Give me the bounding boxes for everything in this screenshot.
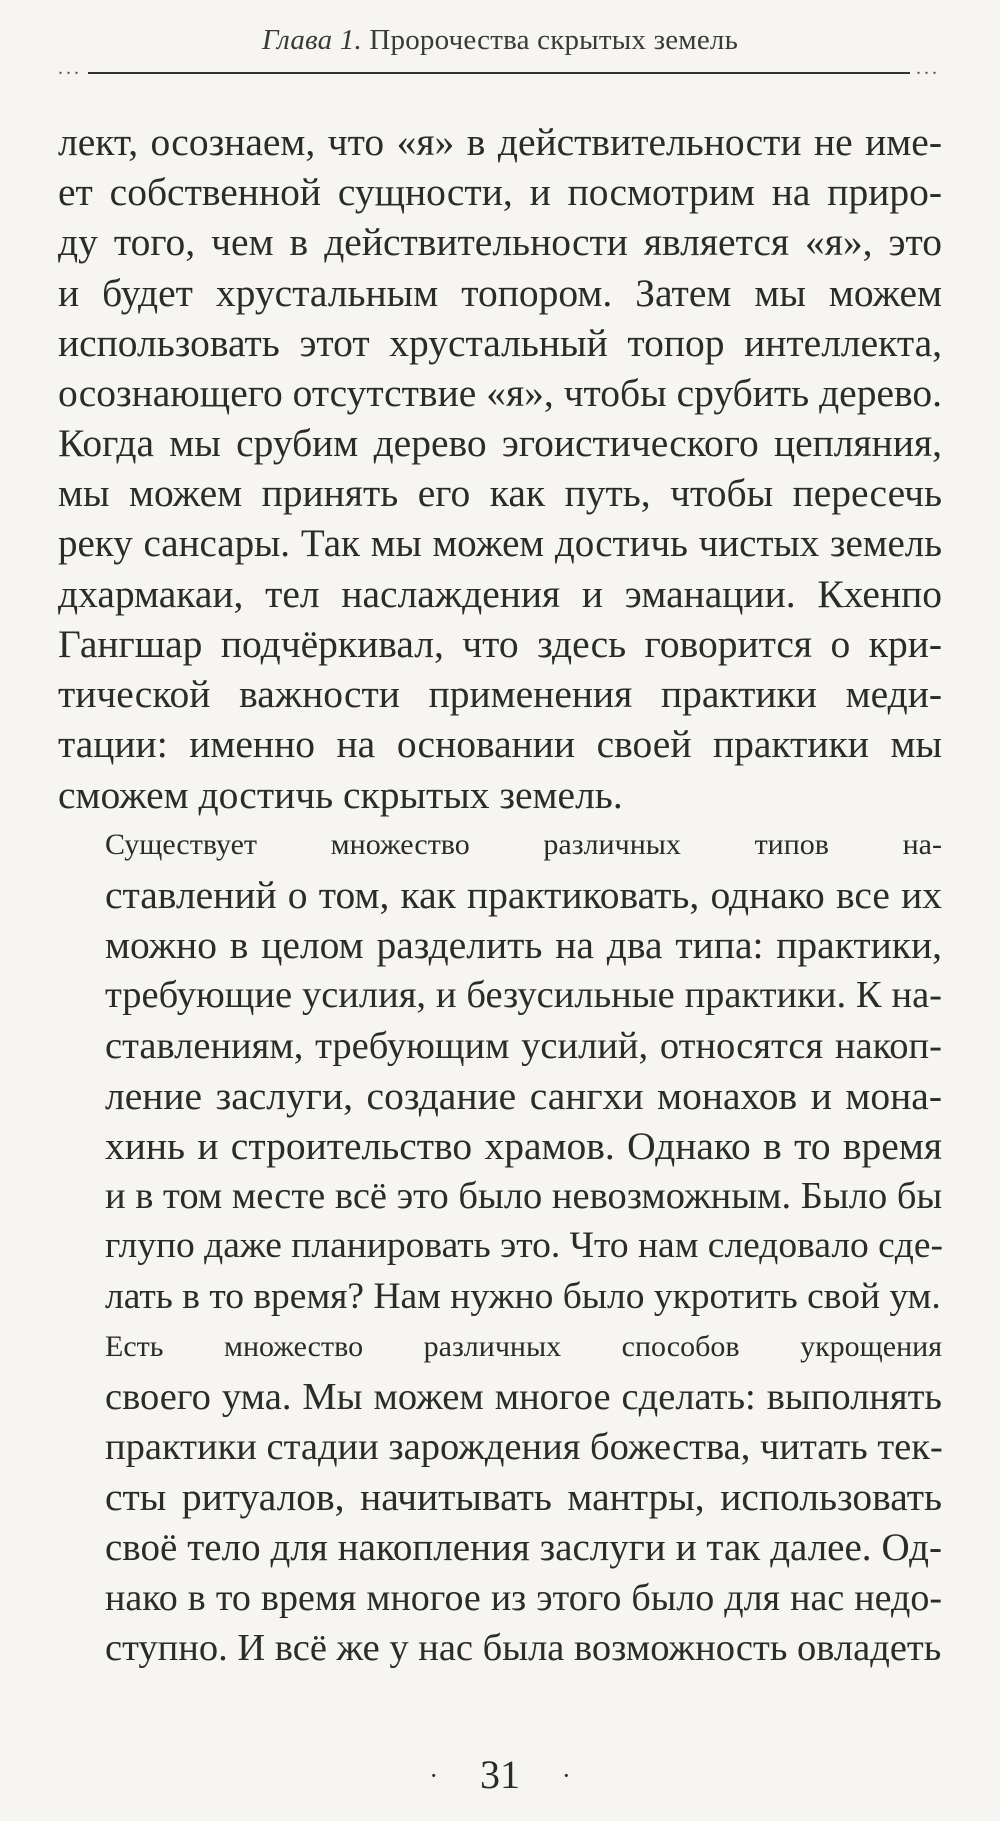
text-line: лать в то время? Нам нужно было укротить свой ум.: [105, 1275, 941, 1317]
text-line: мы можем принять его как путь, чтобы пересечь: [58, 471, 942, 516]
text-line: сможем достичь скрытых земель.: [58, 772, 623, 817]
text-line: глупо даже планировать это. Что нам следовало сде-: [105, 1225, 944, 1267]
body-text: [58, 117, 942, 1673]
text-line: Существует множество различных типов на-: [105, 827, 942, 861]
text-line: и в том месте всё это было невозможным. Было бы: [105, 1175, 943, 1218]
text-line: требующие усилия, и безусильные практики. К на-: [105, 974, 942, 1017]
text-line: тической важности применения практики меди-: [58, 672, 942, 717]
text-line: своё тело для накопления заслуги и так далее. Од-: [105, 1525, 942, 1569]
text-line: ду того, чем в действительности является «я», это: [58, 220, 942, 265]
text-line: дхармакаи, тел наслаждения и эманации. Кхенпо: [58, 571, 942, 616]
text-line: ставлениям, требующим усилий, относятся накоп-: [105, 1024, 942, 1067]
text-line: тации: именно на основании своей практики мы: [58, 722, 942, 767]
footer-dot-right: ·: [562, 1761, 571, 1790]
text-line: лект, осознаем, что «я» в действительности не име-: [58, 120, 942, 164]
text-line: ет собственной сущности, и посмотрим на приро-: [58, 170, 942, 215]
chapter-label: Глава 1.: [261, 24, 362, 56]
text-line: ступно. И всё же у нас была возможность овладеть: [105, 1627, 942, 1670]
header-right-dots: ...: [916, 57, 940, 79]
text-line: использовать этот хрустальный топор интеллекта,: [58, 320, 942, 365]
paragraph: [58, 820, 942, 1322]
footer-dot-left: ·: [429, 1761, 438, 1790]
header-left-dots: ...: [58, 57, 82, 79]
text-line: ставлений о том, как практиковать, однако все их: [105, 873, 942, 918]
text-line: осознающего отсутствие «я», чтобы срубить дерево.: [58, 371, 942, 416]
paragraph: [58, 1322, 942, 1673]
page-number: 31: [480, 1752, 520, 1797]
text-line: своего ума. Мы можем многое сделать: выполнять: [105, 1376, 942, 1419]
page-footer: [0, 1753, 1000, 1798]
text-line: реку сансары. Так мы можем достичь чистых земель: [58, 521, 942, 565]
text-line: Когда мы срубим дерево эгоистического цепляния,: [58, 421, 942, 466]
text-line: можно в целом разделить на два типа: практики,: [105, 923, 942, 968]
text-line: хинь и строительство храмов. Однако в то время: [105, 1124, 942, 1169]
text-line: сты ритуалов, начитывать мантры, использовать: [105, 1475, 942, 1520]
running-head: [0, 22, 1000, 58]
text-line: и будет хрустальным топором. Затем мы можем: [58, 270, 942, 315]
text-line: нако в то время многое из этого было для нас недо-: [105, 1576, 942, 1619]
text-line: Есть множество различных способов укрощения: [105, 1329, 942, 1363]
header-rule: [88, 72, 910, 74]
paragraph: [58, 117, 942, 820]
text-line: Гангшар подчёркивал, что здесь говорится о кри-: [58, 622, 942, 667]
text-line: практики стадии зарождения божества, читать тек-: [105, 1426, 943, 1469]
chapter-title: Пророчества скрытых земель: [369, 24, 739, 56]
text-line: ление заслуги, создание сангхи монахов и мона-: [105, 1073, 942, 1118]
